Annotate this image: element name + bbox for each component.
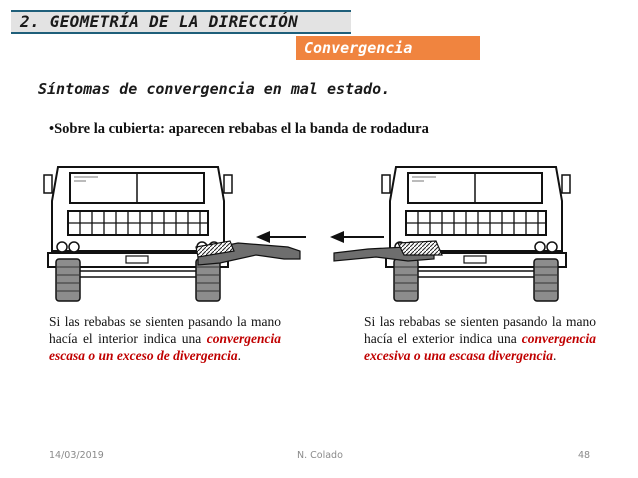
right-caption-end: . — [552, 348, 557, 363]
left-caption — [49, 313, 281, 364]
right-caption — [364, 313, 596, 364]
right-caption-highlight: convergencia excesiva o una escasa divergencia — [364, 331, 596, 363]
arrow-right-icon — [330, 231, 384, 243]
truck-right-icon — [382, 167, 570, 301]
arrow-left-icon — [256, 231, 306, 243]
left-caption-end: . — [237, 348, 241, 363]
topic-badge — [296, 36, 480, 60]
section-title: 2. GEOMETRÍA DE LA DIRECCIÓN — [20, 12, 299, 31]
right-caption-text: Si las rebabas se sienten pasando la mano hacía el exterior indica una — [364, 314, 596, 346]
footer-page-number: 48 — [578, 450, 591, 461]
bullet-point: •Sobre la cubierta: aparecen rebabas el la banda de rodadura — [49, 121, 429, 137]
left-caption-highlight: convergencia escasa o un exceso de divergencia — [49, 331, 281, 363]
footer-author: N. Colado — [297, 450, 343, 461]
left-caption-text: Si las rebabas se sienten pasando la mano hacía el interior indica una — [49, 314, 281, 346]
truck-illustration — [38, 155, 578, 310]
topic-badge-label: Convergencia — [304, 39, 413, 57]
slide-subtitle: Síntomas de convergencia en mal estado. — [38, 80, 391, 98]
footer-date: 14/03/2019 — [49, 450, 104, 461]
truck-left-icon — [44, 167, 232, 301]
